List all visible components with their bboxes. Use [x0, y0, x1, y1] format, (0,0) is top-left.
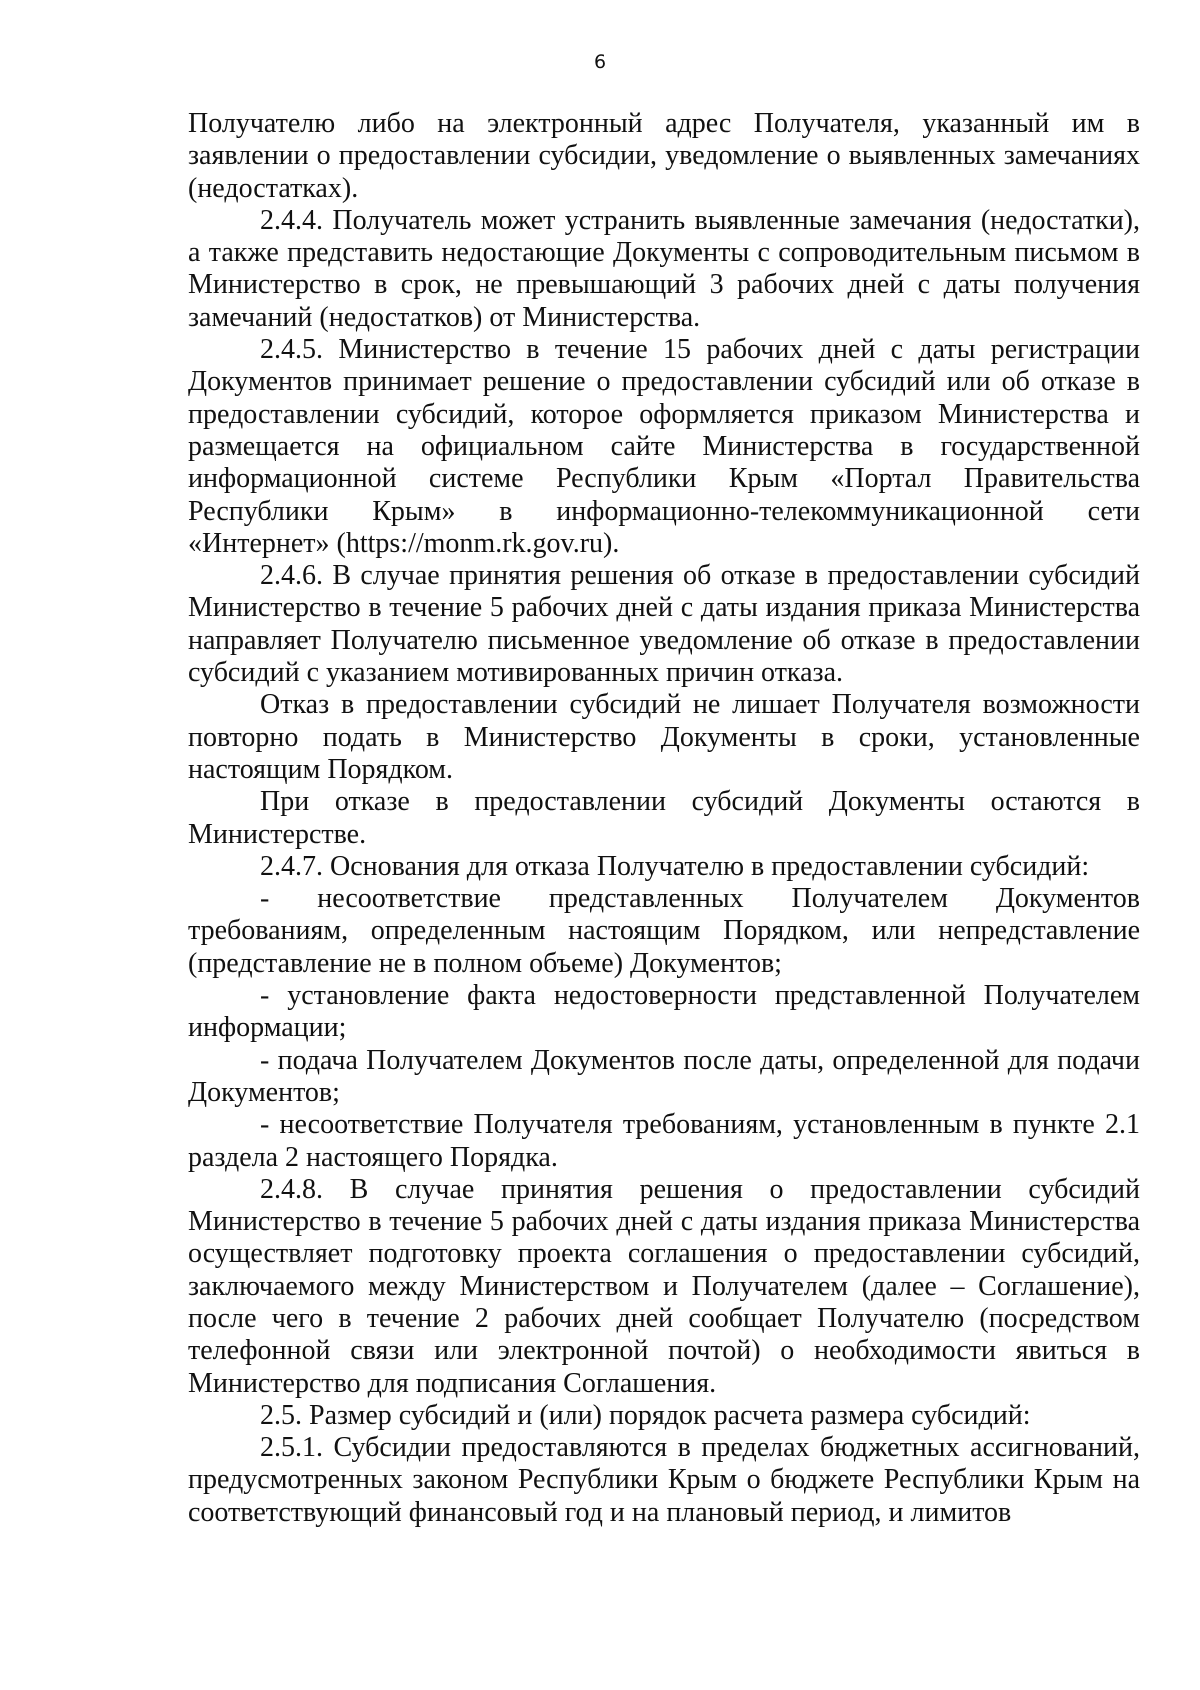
paragraph: Отказ в предоставлении субсидий не лишает Получателя возможности повторно подать в Министерство Документы в сроки, установленные настоящим Порядком.: [188, 689, 1140, 785]
paragraph: При отказе в предоставлении субсидий Документы остаются в Министерстве.: [188, 786, 1140, 850]
paragraph: 2.4.8. В случае принятия решения о предоставлении субсидий Министерство в течение 5 рабочих дней с даты издания приказа Министерства осуществляет подготовку проекта соглашения о предоставлении субсидий, заключаемого между Министерством и Получателем (далее – Соглашение), после чего в течение 2 рабочих дней сообщает Получателю (посредством телефонной связи или электронной почтой) о необходимости явиться в Министерство для подписания Соглашения.: [188, 1173, 1140, 1399]
list-item: - несоответствие Получателя требованиям, установленным в пункте 2.1 раздела 2 настоящего Порядка.: [188, 1109, 1140, 1173]
paragraph: 2.5.1. Субсидии предоставляются в пределах бюджетных ассигнований, предусмотренных законом Республики Крым о бюджете Республики Крым на соответствующий финансовый год и на плановый период, и лимитов: [188, 1432, 1140, 1528]
paragraph: 2.5. Размер субсидий и (или) порядок расчета размера субсидий:: [260, 1399, 1031, 1431]
paragraph: Получателю либо на электронный адрес Получателя, указанный им в заявлении о предоставлении субсидии, уведомление о выявленных замечаниях (недостатках).: [188, 108, 1140, 204]
page-number: 6: [593, 51, 607, 73]
list-item: - несоответствие представленных Получателем Документов требованиям, определенным настоящим Порядком, или непредставление (представление не в полном объеме) Документов;: [188, 883, 1140, 979]
paragraph: 2.4.7. Основания для отказа Получателю в предоставлении субсидий:: [260, 850, 1090, 882]
paragraph: 2.4.6. В случае принятия решения об отказе в предоставлении субсидий Министерство в течение 5 рабочих дней с даты издания приказа Министерства направляет Получателю письменное уведомление об отказе в предоставлении субсидий с указанием мотивированных причин отказа.: [188, 560, 1140, 689]
paragraph: 2.4.4. Получатель может устранить выявленные замечания (недостатки), а также представить недостающие Документы с сопроводительным письмом в Министерство в срок, не превышающий 3 рабочих дней с даты получения замечаний (недостатков) от Министерства.: [188, 204, 1140, 333]
document-body: [188, 108, 1140, 1529]
paragraph: 2.4.5. Министерство в течение 15 рабочих дней с даты регистрации Документов принимает решение о предоставлении субсидий или об отказе в предоставлении субсидий, которое оформляется приказом Министерства и размещается на официальном сайте Министерства в государственной информационной системе Республики Крым «Портал Правительства Республики Крым» в информационно-телекоммуникационной сети «Интернет» (https://monm.rk.gov.ru).: [188, 334, 1140, 559]
list-item: - установление факта недостоверности представленной Получателем информации;: [188, 980, 1140, 1044]
list-item: - подача Получателем Документов после даты, определенной для подачи Документов;: [188, 1044, 1140, 1108]
